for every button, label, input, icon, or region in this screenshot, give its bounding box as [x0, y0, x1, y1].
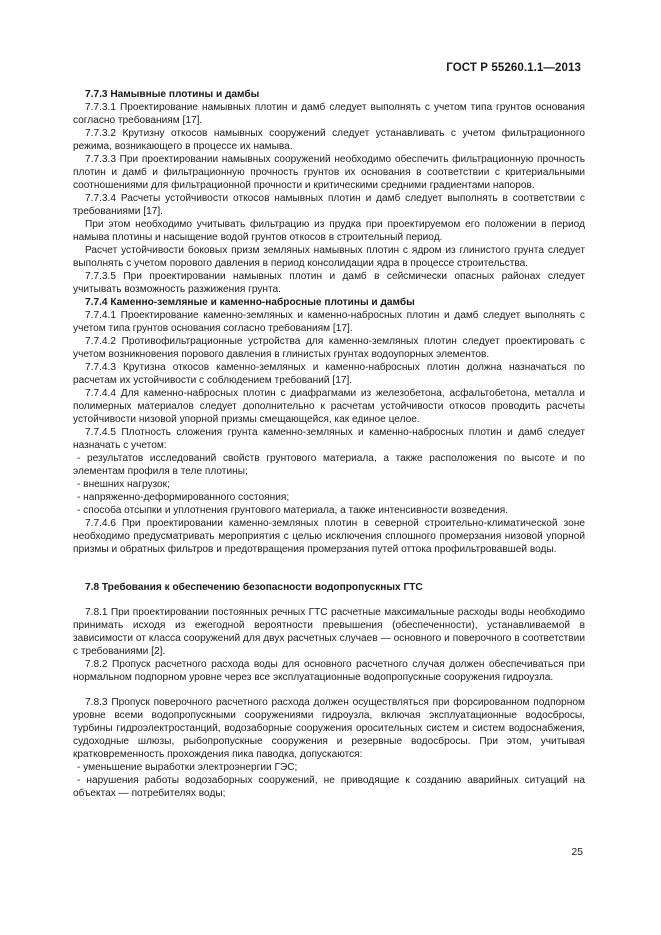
paragraph: 7.7.3.4 Расчеты устойчивости откосов намывных плотин и дамб следует выполнять в соответствии с требованиями [17]. — [73, 193, 585, 217]
document-header: ГОСТ Р 55260.1.1—2013 — [446, 62, 581, 74]
list-item: - результатов исследований свойств грунтового материала, а также расположения по высоте и по элементам профиля в теле плотины; — [73, 453, 585, 477]
list-item: - напряженно-деформированного состояния; — [77, 492, 290, 503]
page-number: 25 — [571, 846, 583, 858]
paragraph: 7.7.4.4 Для каменно-набросных плотин с диафрагмами из железобетона, асфальтобетона, металла и полимерных материалов следует дополнительно к расчетам устойчивости откосов проводить расчеты устойчивости низовой упорной призмы смещающейся, как единое целое. — [73, 388, 585, 425]
paragraph: 7.7.4.5 Плотность сложения грунта каменно-земляных и каменно-набросных плотин и дамб следует назначать с учетом: — [73, 427, 585, 451]
paragraph: 7.8.1 При проектировании постоянных речных ГТС расчетные максимальные расходы воды необходимо принимать исходя из ежегодной вероятности превышения (обеспеченности), устанавливаемой в зависимости от класса сооружений для двух расчетных случаев — основного и поверочного в соответствии с требованиями [2]. — [73, 607, 585, 657]
paragraph: 7.7.3.2 Крутизну откосов намывных сооружений следует устанавливать с учетом фильтрационного режима, возникающего в процессе их намыва. — [73, 128, 585, 152]
paragraph: При этом необходимо учитывать фильтрацию из прудка при проектируемом его положении в период намыва плотины и насыщение водой грунтов откосов в строительный период. — [73, 219, 585, 243]
document-body — [73, 88, 585, 800]
paragraph: 7.8.3 Пропуск поверочного расчетного расхода должен осуществляться при форсированном подпорном уровне всеми водопропускными сооружениями гидроузла, включая эксплуатационные водосбросы, турбины гидроэлектростанций, водозаборные сооружения оросительных систем и систем водоснабжения, судоходные шлюзы, рыбопропускные сооружения и резервные водосбросы. При этом, учитывая кратковременность прохождения пика паводка, допускаются: — [73, 697, 585, 760]
paragraph: 7.7.4.2 Противофильтрационные устройства для каменно-земляных плотин следует проектировать с учетом возникновения порового давления в глинистых грунтах водоупорных элементов. — [73, 336, 585, 360]
paragraph: 7.7.4.1 Проектирование каменно-земляных и каменно-набросных плотин и дамб следует выполнять с учетом типа грунтов основания согласно требованиям [17]. — [73, 310, 585, 334]
paragraph: 7.7.3.5 При проектировании намывных плотин и дамб в сейсмически опасных районах следует учитывать возможность разжижения грунта. — [73, 271, 585, 295]
list-item: - способа отсыпки и уплотнения грунтового материала, а также интенсивности возведения. — [77, 505, 509, 516]
paragraph: 7.7.3.3 При проектировании намывных сооружений необходимо обеспечить фильтрационную прочность плотин и дамб и фильтрационную прочность грунтов их основания в соответствии с критериальными соотношениями для фильтрационной прочности и критическими средними градиентами напоров. — [73, 154, 585, 191]
list-item: - уменьшение выработки электроэнергии ГЭС; — [77, 762, 298, 773]
paragraph: 7.8.2 Пропуск расчетного расхода воды для основного расчетного случая должен обеспечиваться при нормальном подпорном уровне через все эксплуатационные водопропускные сооружения гидроузла. — [73, 659, 585, 683]
list-item: - внешних нагрузок; — [77, 479, 170, 490]
paragraph: 7.7.4.6 При проектировании каменно-земляных плотин в северной строительно-климатической зоне необходимо предусматривать мероприятия с целью исключения сплошного промерзания низовой упорной призмы и обратных фильтров и предотвращения промерзания путей оттока профильтровавшей воды. — [73, 518, 585, 555]
paragraph: 7.7.3.1 Проектирование намывных плотин и дамб следует выполнять с учетом типа грунтов основания согласно требованиям [17]. — [73, 102, 585, 126]
paragraph: Расчет устойчивости боковых призм земляных намывных плотин с ядром из глинистого грунта следует выполнять с учетом порового давления в период консолидации ядра в процессе строительства. — [73, 245, 585, 269]
paragraph: 7.7.4.3 Крутизна откосов каменно-земляных и каменно-набросных плотин должна назначаться по расчетам их устойчивости с соблюдением требований [17]. — [73, 362, 585, 386]
section-heading: 7.7.4 Каменно-земляные и каменно-набросные плотины и дамбы — [85, 297, 415, 308]
section-title: 7.8 Требования к обеспечению безопасности водопропускных ГТС — [85, 582, 423, 593]
section-heading: 7.7.3 Намывные плотины и дамбы — [85, 89, 260, 100]
list-item: - нарушения работы водозаборных сооружений, не приводящие к созданию аварийных ситуаций на объектах — потребителях воды; — [73, 775, 585, 799]
